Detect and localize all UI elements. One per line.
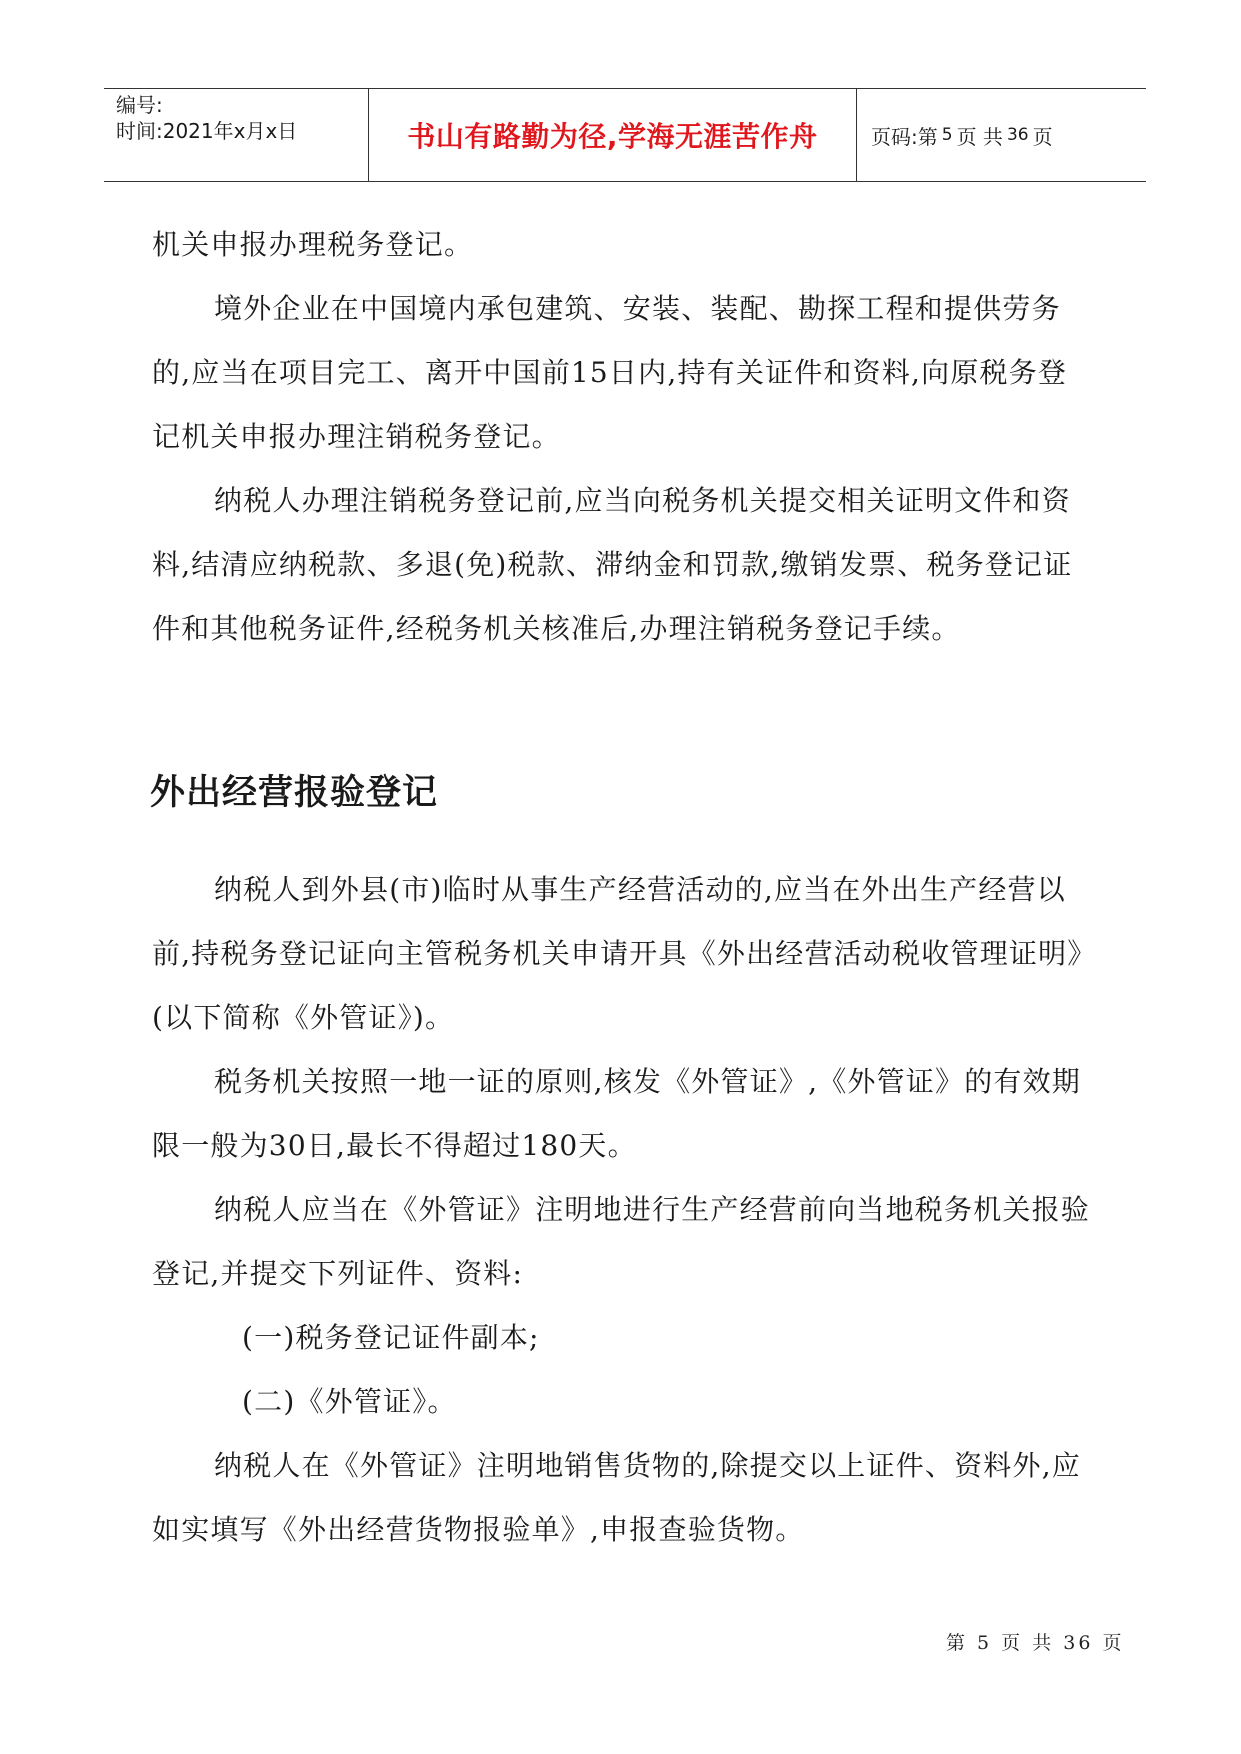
page-label: 页码:第: [871, 124, 938, 149]
header-page-info: [857, 89, 1146, 181]
page-mid: 页 共: [956, 124, 1003, 149]
paragraph: 机关申报办理税务登记。: [152, 228, 474, 261]
paragraph: 纳税人办理注销税务登记前,应当向税务机关提交相关证明文件和资料,结清应纳税款、多退(免)税款、滞纳金和罚款,缴销发票、税务登记证件和其他税务证件,经税务机关核准后,办理注销税务登记手续。: [152, 484, 1073, 645]
page-footer: 第 5 页 共 36 页: [946, 1632, 1125, 1654]
motto: 书山有路勤为径,学海无涯苦作舟: [407, 120, 818, 153]
page-header: [104, 88, 1146, 182]
page-number: 5: [941, 125, 953, 145]
paragraph: 纳税人在《外管证》注明地销售货物的,除提交以上证件、资料外,应如实填写《外出经营货物报验单》,申报查验货物。: [152, 1449, 1082, 1546]
section-2: [152, 858, 1092, 1562]
paragraph: 税务机关按照一地一证的原则,核发《外管证》,《外管证》的有效期限一般为30日,最长不得超过180天。: [152, 1065, 1082, 1162]
page-total: 36: [1006, 125, 1029, 145]
list-item: (二)《外管证》。: [242, 1385, 457, 1418]
serial-label: 编号:: [116, 93, 163, 117]
time-label: 时间:2021年x月x日: [116, 119, 298, 143]
section-1: [152, 213, 1092, 661]
paragraph: 纳税人应当在《外管证》注明地进行生产经营前向当地税务机关报验登记,并提交下列证件、资料:: [152, 1193, 1091, 1290]
page-end: 页: [1032, 124, 1053, 149]
paragraph: 境外企业在中国境内承包建筑、安装、装配、勘探工程和提供劳务的,应当在项目完工、离开中国前15日内,持有关证件和资料,向原税务登记机关申报办理注销税务登记。: [152, 292, 1068, 453]
list-item: (一)税务登记证件副本;: [242, 1321, 540, 1354]
header-motto-cell: [368, 89, 857, 181]
paragraph: 纳税人到外县(市)临时从事生产经营活动的,应当在外出生产经营以前,持税务登记证向主管税务机关申请开具《外出经营活动税收管理证明》(以下简称《外管证》)。: [152, 873, 1083, 1034]
section-heading: 外出经营报验登记: [150, 773, 439, 813]
header-meta: [104, 89, 368, 181]
